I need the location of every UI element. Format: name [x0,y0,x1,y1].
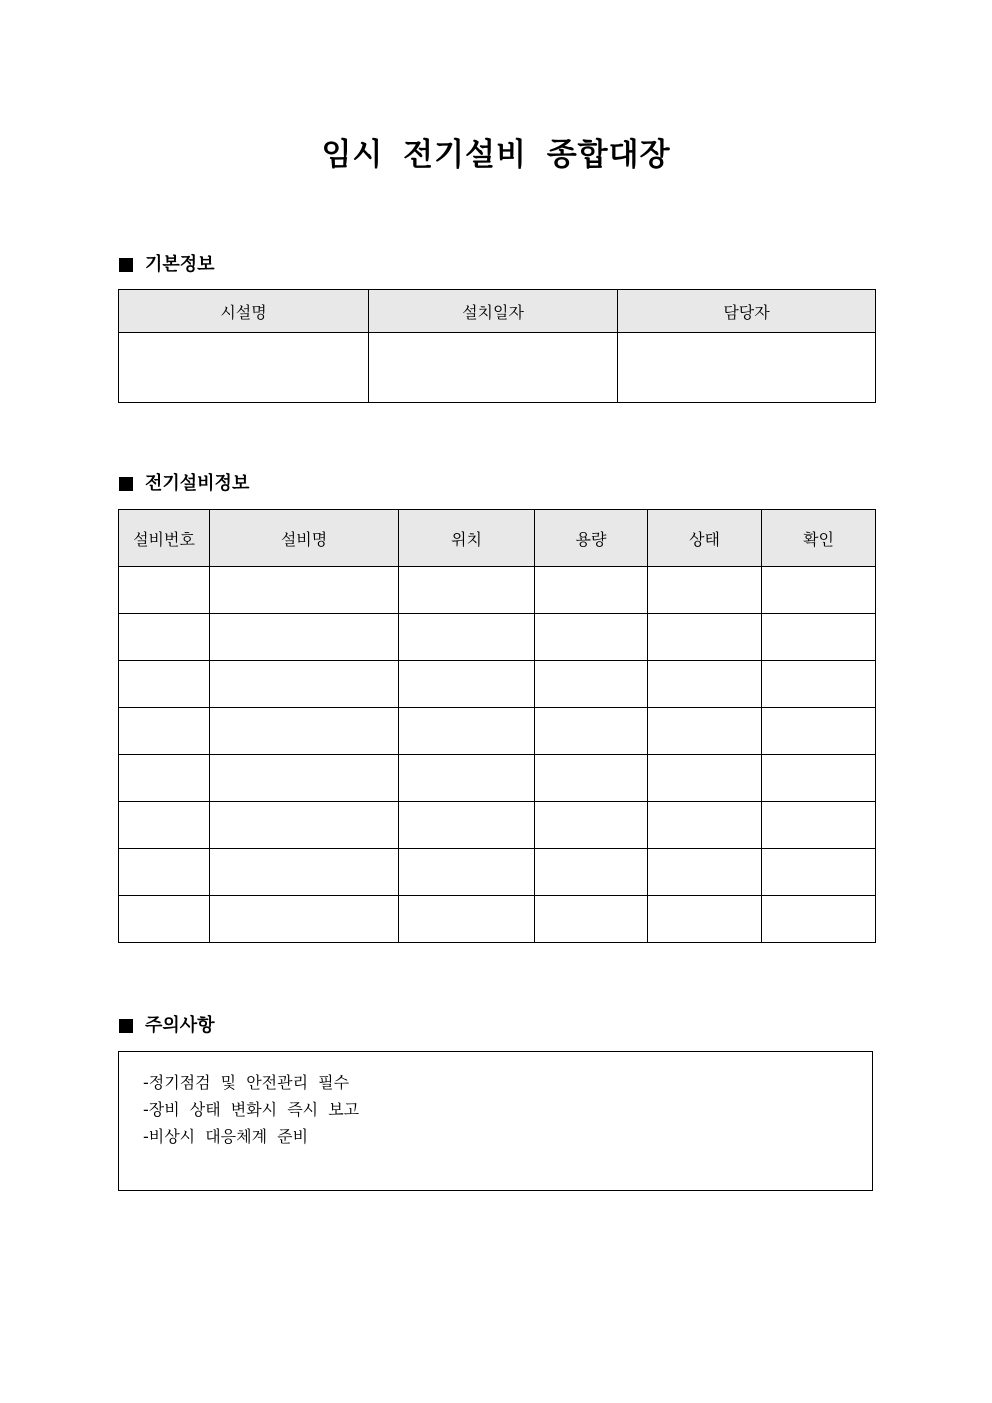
column-header-install-date: 설치일자 [369,290,618,333]
check-cell[interactable] [762,708,876,755]
capacity-cell[interactable] [535,614,648,661]
table-row [119,614,876,661]
check-cell[interactable] [762,802,876,849]
status-cell[interactable] [648,849,762,896]
check-cell[interactable] [762,849,876,896]
column-header-equipment-number: 설비번호 [119,510,210,567]
equipment-name-cell[interactable] [210,708,399,755]
table-row [119,661,876,708]
equipment-name-cell[interactable] [210,896,399,943]
section-heading-basic-info [119,253,215,277]
column-header-capacity: 용량 [535,510,648,567]
equipment-number-cell[interactable] [119,661,210,708]
status-cell[interactable] [648,755,762,802]
status-cell[interactable] [648,614,762,661]
location-cell[interactable] [399,755,535,802]
check-cell[interactable] [762,567,876,614]
section-heading-notes [119,1014,215,1038]
column-header-facility-name: 시설명 [119,290,369,333]
section-heading-label: 전기설비정보 [145,473,250,494]
basic-info-table [118,289,876,403]
status-cell[interactable] [648,896,762,943]
capacity-cell[interactable] [535,708,648,755]
notes-line-inspection: -정기점검 및 안전관리 필수 [143,1073,350,1092]
notes-line-emergency: -비상시 대응체계 준비 [143,1127,309,1146]
capacity-cell[interactable] [535,661,648,708]
equipment-number-cell[interactable] [119,567,210,614]
section-heading-label: 기본정보 [145,254,215,275]
notes-box [118,1051,873,1191]
table-row [119,896,876,943]
equipment-name-cell[interactable] [210,849,399,896]
location-cell[interactable] [399,708,535,755]
table-row [119,708,876,755]
section-heading-equipment-info [119,472,249,496]
location-cell[interactable] [399,896,535,943]
location-cell[interactable] [399,614,535,661]
table-row [119,802,876,849]
column-header-location: 위치 [399,510,535,567]
status-cell[interactable] [648,708,762,755]
table-header-row [119,290,876,333]
equipment-number-cell[interactable] [119,849,210,896]
notes-line-report: -장비 상태 변화시 즉시 보고 [143,1100,360,1119]
column-header-check: 확인 [762,510,876,567]
equipment-number-cell[interactable] [119,708,210,755]
check-cell[interactable] [762,614,876,661]
capacity-cell[interactable] [535,802,648,849]
location-cell[interactable] [399,661,535,708]
page-title: 임시 전기설비 종합대장 [321,137,671,173]
check-cell[interactable] [762,661,876,708]
section-heading-label: 주의사항 [145,1015,215,1036]
equipment-info-table [118,509,876,943]
capacity-cell[interactable] [535,896,648,943]
capacity-cell[interactable] [535,567,648,614]
square-bullet-icon [119,477,133,491]
equipment-number-cell[interactable] [119,755,210,802]
location-cell[interactable] [399,849,535,896]
equipment-name-cell[interactable] [210,802,399,849]
equipment-number-cell[interactable] [119,614,210,661]
equipment-number-cell[interactable] [119,802,210,849]
equipment-name-cell[interactable] [210,567,399,614]
install-date-cell[interactable] [369,333,618,403]
table-row [119,849,876,896]
column-header-manager: 담당자 [618,290,876,333]
location-cell[interactable] [399,567,535,614]
check-cell[interactable] [762,755,876,802]
capacity-cell[interactable] [535,849,648,896]
table-row [119,755,876,802]
status-cell[interactable] [648,661,762,708]
status-cell[interactable] [648,802,762,849]
location-cell[interactable] [399,802,535,849]
status-cell[interactable] [648,567,762,614]
square-bullet-icon [119,258,133,272]
equipment-number-cell[interactable] [119,896,210,943]
column-header-equipment-name: 설비명 [210,510,399,567]
table-row [119,333,876,403]
equipment-name-cell[interactable] [210,755,399,802]
table-header-row [119,510,876,567]
facility-name-cell[interactable] [119,333,369,403]
check-cell[interactable] [762,896,876,943]
manager-cell[interactable] [618,333,876,403]
square-bullet-icon [119,1019,133,1033]
column-header-status: 상태 [648,510,762,567]
equipment-name-cell[interactable] [210,614,399,661]
table-row [119,567,876,614]
equipment-name-cell[interactable] [210,661,399,708]
capacity-cell[interactable] [535,755,648,802]
